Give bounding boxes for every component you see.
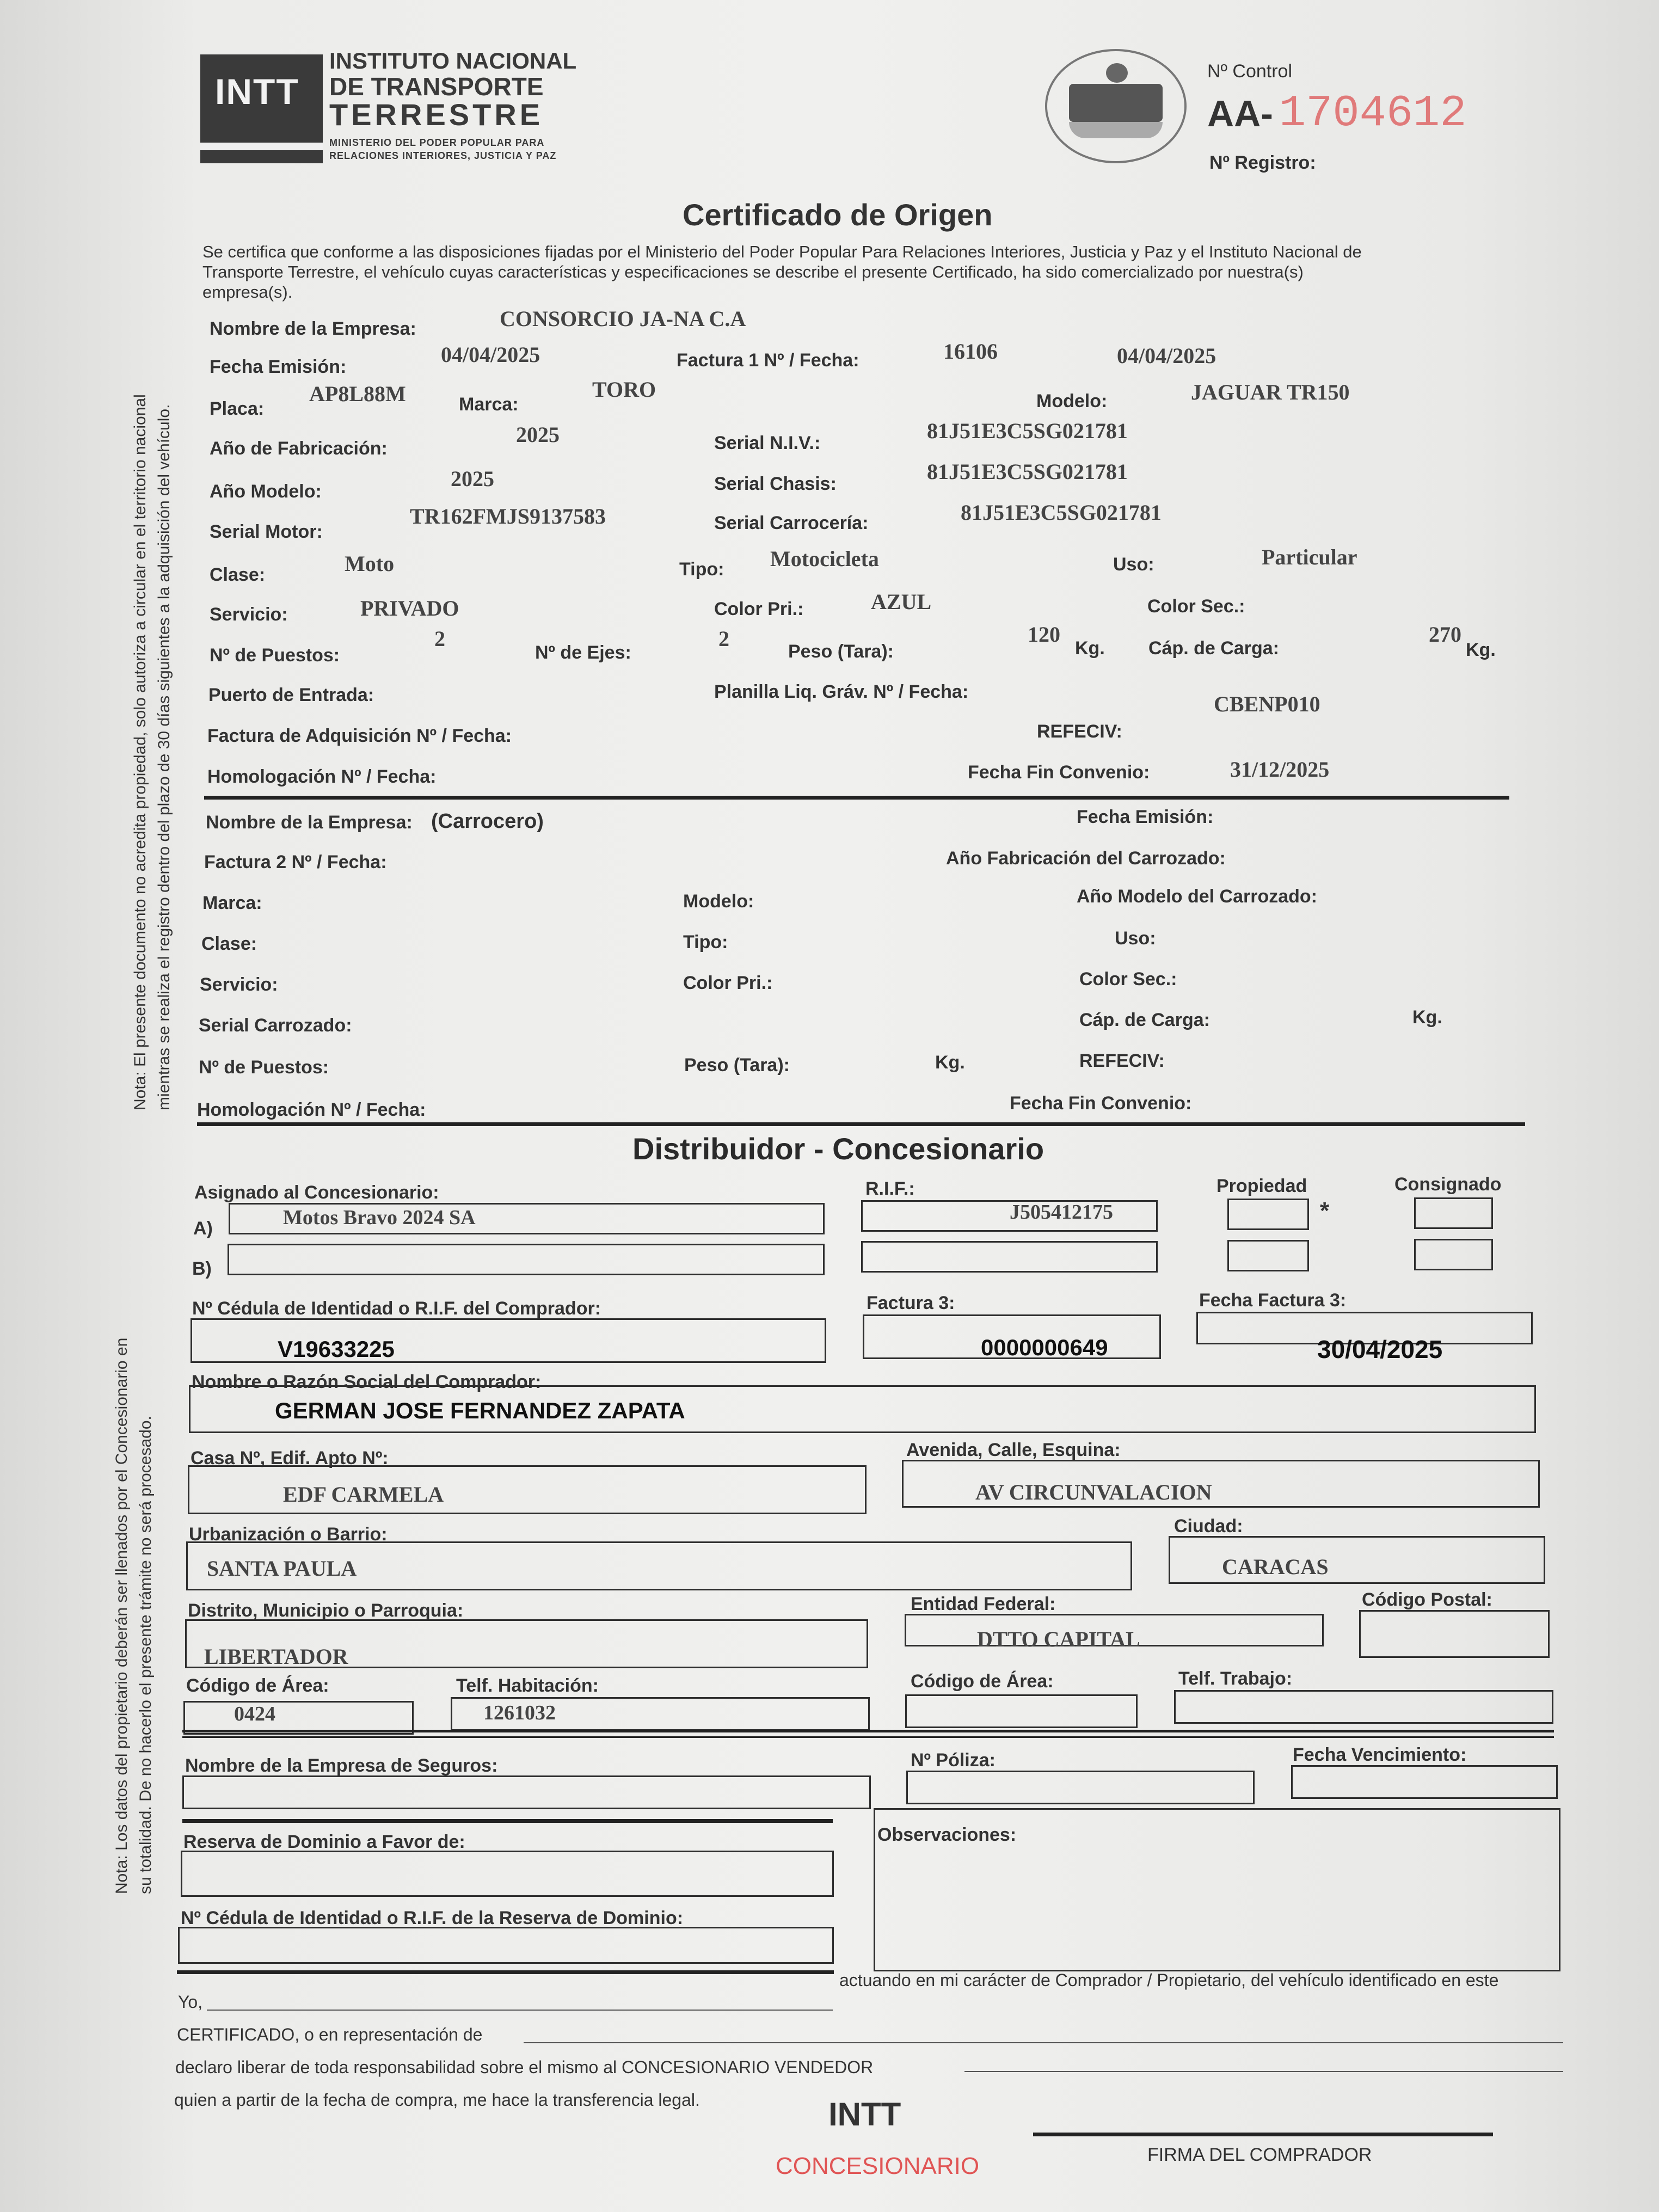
peso-value: 120 — [1028, 622, 1060, 647]
casa-value: EDF CARMELA — [283, 1482, 444, 1507]
serial-carroceria-value: 81J51E3C5SG021781 — [961, 500, 1162, 525]
avenida-value: AV CIRCUNVALACION — [975, 1480, 1212, 1504]
empresa-nombre-label: Nombre de la Empresa: — [210, 318, 416, 339]
telf-trabajo-field[interactable] — [1174, 1690, 1553, 1724]
document-title: Certificado de Origen — [683, 198, 993, 232]
ciudad-label: Ciudad: — [1174, 1516, 1243, 1537]
rif-b-field[interactable] — [861, 1241, 1158, 1273]
ministry-line2: RELACIONES INTERIORES, JUSTICIA Y PAZ — [329, 150, 557, 161]
propiedad-asterisk: * — [1320, 1197, 1330, 1224]
puestos-value: 2 — [434, 626, 445, 651]
control-label: Nº Control — [1207, 61, 1293, 82]
ano-fabricacion-value: 2025 — [516, 422, 560, 447]
marca-label: Marca: — [459, 394, 519, 415]
carrocero-peso-label: Peso (Tara): — [684, 1055, 790, 1076]
side-note-bottom-line1: Nota: Los datos del propietario deberán ser llenados por el Concesionario en — [113, 1337, 131, 1894]
uso-label: Uso: — [1113, 554, 1154, 575]
codigo-area-value: 0424 — [234, 1703, 275, 1725]
ministry-seal-icon — [1045, 49, 1187, 163]
section-divider-1 — [204, 796, 1509, 800]
carrocero-puestos-label: Nº de Puestos: — [199, 1057, 329, 1078]
firma-line[interactable] — [1033, 2133, 1493, 2136]
avenida-label: Avenida, Calle, Esquina: — [906, 1440, 1121, 1460]
footer-declaro: declaro liberar de toda responsabilidad sobre el mismo al CONCESIONARIO VENDEDOR — [175, 2057, 874, 2077]
ano-fab-carrozado-label: Año Fabricación del Carrozado: — [946, 848, 1226, 869]
carrocero-nombre-label: Nombre de la Empresa: — [206, 812, 413, 833]
serial-carrozado-label: Serial Carrozado: — [199, 1015, 352, 1036]
control-number: 1704612 — [1279, 88, 1467, 139]
factura1-number: 16106 — [943, 339, 998, 364]
nombre-comprador-value: GERMAN JOSE FERNANDEZ ZAPATA — [275, 1398, 685, 1423]
fecha-factura3-value: 30/04/2025 — [1317, 1335, 1443, 1363]
peso-unit: Kg. — [1075, 638, 1105, 659]
entidad-label: Entidad Federal: — [911, 1594, 1056, 1614]
codigo-area2-label: Código de Área: — [911, 1671, 1054, 1692]
poliza-field[interactable] — [906, 1771, 1255, 1804]
seguros-field[interactable] — [182, 1775, 871, 1809]
carrocero-fecha-fin-label: Fecha Fin Convenio: — [1010, 1093, 1192, 1114]
consignado-a-checkbox[interactable] — [1414, 1197, 1493, 1229]
color-pri-value: AZUL — [871, 589, 932, 614]
carrocero-tipo-label: Tipo: — [683, 932, 728, 953]
codigo-area2-field[interactable] — [905, 1694, 1138, 1728]
refeciv-label: REFECIV: — [1037, 721, 1122, 742]
footer-quien: quien a partir de la fecha de compra, me hace la transferencia legal. — [174, 2090, 700, 2110]
propiedad-label: Propiedad — [1216, 1176, 1307, 1196]
placa-label: Placa: — [210, 398, 265, 419]
row-a-label: A) — [193, 1218, 213, 1239]
cedula-reserva-field[interactable] — [178, 1927, 834, 1964]
cedula-comprador-label: Nº Cédula de Identidad o R.I.F. del Comprador: — [192, 1298, 601, 1319]
serial-chasis-label: Serial Chasis: — [714, 474, 837, 494]
intro-line2: Transporte Terrestre, el vehículo cuyas características y especificaciones se describe el presente Certificado, ha sido comercializado por nuestra(s) — [202, 262, 1304, 281]
fecha-emision-value: 04/04/2025 — [441, 342, 540, 367]
carrocero-suffix: (Carrocero) — [431, 810, 544, 833]
serial-niv-value: 81J51E3C5SG021781 — [927, 419, 1128, 443]
cedula-reserva-label: Nº Cédula de Identidad o R.I.F. de la Reserva de Dominio: — [181, 1908, 684, 1928]
ejes-label: Nº de Ejes: — [535, 642, 631, 663]
propiedad-b-checkbox[interactable] — [1227, 1240, 1309, 1271]
color-sec-label: Color Sec.: — [1147, 596, 1245, 617]
factura1-label: Factura 1 Nº / Fecha: — [677, 350, 859, 371]
urbanizacion-label: Urbanización o Barrio: — [189, 1524, 388, 1545]
carrocero-servicio-label: Servicio: — [200, 974, 278, 995]
vencimiento-label: Fecha Vencimiento: — [1293, 1744, 1467, 1765]
distrito-value: LIBERTADOR — [204, 1644, 348, 1669]
ano-fabricacion-label: Año de Fabricación: — [210, 438, 388, 459]
cap-carga-value: 270 — [1429, 622, 1461, 647]
observaciones-label: Observaciones: — [877, 1824, 1017, 1845]
logo-stripe — [200, 143, 323, 150]
serial-motor-value: TR162FMJS9137583 — [410, 504, 606, 529]
carrocero-fecha-emision-label: Fecha Emisión: — [1077, 807, 1214, 827]
servicio-value: PRIVADO — [360, 596, 459, 620]
fecha-fin-convenio-label: Fecha Fin Convenio: — [968, 762, 1150, 783]
seguros-label: Nombre de la Empresa de Seguros: — [185, 1755, 498, 1776]
postal-label: Código Postal: — [1362, 1589, 1492, 1610]
reserva-field[interactable] — [181, 1851, 834, 1897]
institute-name-line1: INSTITUTO NACIONAL — [329, 48, 577, 73]
carrocero-color-sec-label: Color Sec.: — [1079, 969, 1177, 990]
servicio-label: Servicio: — [210, 604, 288, 625]
carrocero-clase-label: Clase: — [201, 933, 257, 954]
cap-carga-label: Cáp. de Carga: — [1148, 638, 1279, 659]
carrocero-peso-unit: Kg. — [935, 1052, 965, 1073]
serial-niv-label: Serial N.I.V.: — [714, 433, 821, 453]
codigo-area-label: Código de Área: — [186, 1675, 329, 1696]
telf-habitacion-label: Telf. Habitación: — [456, 1675, 599, 1696]
puerto-entrada-label: Puerto de Entrada: — [208, 685, 374, 705]
intro-line3: empresa(s). — [202, 282, 293, 302]
cedula-comprador-value: V19633225 — [278, 1336, 395, 1362]
ministry-line1: MINISTERIO DEL PODER POPULAR PARA — [329, 137, 545, 148]
intt-stamp-text: INTT — [828, 2096, 901, 2133]
poliza-label: Nº Póliza: — [911, 1750, 996, 1771]
entidad-value: DTTO CAPITAL — [977, 1627, 1140, 1651]
consignado-label: Consignado — [1394, 1174, 1502, 1195]
postal-field[interactable] — [1359, 1610, 1550, 1658]
telf-trabajo-label: Telf. Trabajo: — [1178, 1668, 1293, 1689]
puestos-label: Nº de Puestos: — [210, 645, 340, 666]
fecha-emision-label: Fecha Emisión: — [210, 357, 347, 377]
reserva-label: Reserva de Dominio a Favor de: — [183, 1832, 465, 1852]
fecha-factura3-label: Fecha Factura 3: — [1199, 1290, 1347, 1311]
asignado-label: Asignado al Concesionario: — [194, 1182, 439, 1203]
ano-modelo-carrozado-label: Año Modelo del Carrozado: — [1077, 886, 1317, 907]
consignado-b-checkbox[interactable] — [1414, 1239, 1493, 1270]
reserva-top-rule — [182, 1819, 833, 1823]
distrito-label: Distrito, Municipio o Parroquia: — [188, 1600, 464, 1621]
factura-adquisicion-label: Factura de Adquisición Nº / Fecha: — [207, 726, 512, 746]
ano-modelo-value: 2025 — [451, 466, 494, 491]
factura3-label: Factura 3: — [867, 1293, 955, 1313]
refeciv-value: CBENP010 — [1214, 692, 1320, 716]
carrocero-marca-label: Marca: — [202, 893, 262, 913]
control-prefix: AA- — [1207, 93, 1273, 134]
nombre-comprador-label: Nombre o Razón Social del Comprador: — [192, 1372, 542, 1392]
registro-label: Nº Registro: — [1209, 152, 1316, 173]
serial-chasis-value: 81J51E3C5SG021781 — [927, 459, 1128, 484]
section-divider-2 — [197, 1122, 1525, 1126]
telf-habitacion-value: 1261032 — [483, 1701, 556, 1724]
distribuidor-title: Distribuidor - Concesionario — [632, 1132, 1044, 1166]
row-b-label: B) — [192, 1258, 212, 1279]
intt-logo-text: INTT — [215, 71, 299, 112]
carrocero-refeciv-label: REFECIV: — [1079, 1050, 1165, 1071]
vencimiento-field[interactable] — [1291, 1765, 1558, 1799]
institute-name-line3: TERRESTRE — [329, 97, 544, 132]
clase-value: Moto — [345, 551, 395, 576]
factura1-date: 04/04/2025 — [1117, 343, 1216, 368]
side-note-top-line1: Nota: El presente documento no acredita propiedad, solo autoriza a circular en el territorio nacional — [131, 394, 149, 1110]
footer-concesionario-line[interactable] — [964, 2071, 1563, 2072]
ciudad-value: CARACAS — [1222, 1554, 1329, 1579]
factura2-label: Factura 2 Nº / Fecha: — [204, 852, 387, 872]
homologacion-label: Homologación Nº / Fecha: — [207, 766, 437, 787]
carrocero-cap-carga-label: Cáp. de Carga: — [1079, 1010, 1210, 1030]
footer-representacion-line[interactable] — [524, 2042, 1563, 2043]
concesionario-a-name: Motos Bravo 2024 SA — [283, 1206, 476, 1229]
footer-certificado: CERTIFICADO, o en representación de — [177, 2025, 483, 2044]
footer-yo-line[interactable] — [207, 2010, 833, 2011]
rif-a-value: J505412175 — [1010, 1201, 1113, 1224]
ano-modelo-label: Año Modelo: — [210, 481, 322, 502]
section-divider-3b — [182, 1736, 1554, 1738]
concesionario-b-field[interactable] — [228, 1244, 825, 1275]
planilla-label: Planilla Liq. Gráv. Nº / Fecha: — [714, 681, 969, 702]
ejes-value: 2 — [718, 626, 729, 651]
footer-yo: Yo, — [178, 1992, 203, 2012]
color-pri-label: Color Pri.: — [714, 599, 804, 619]
tipo-label: Tipo: — [679, 559, 724, 580]
factura3-value: 0000000649 — [981, 1335, 1108, 1360]
side-note-top-line2: mientras se realiza el registro dentro del plazo de 30 días siguientes a la adquisición del vehículo. — [155, 404, 173, 1110]
carrocero-color-pri-label: Color Pri.: — [683, 973, 773, 993]
side-note-bottom-line2: su totalidad. De no hacerlo el presente trámite no será procesado. — [137, 1416, 155, 1894]
section-divider-3 — [182, 1730, 1554, 1732]
urbanizacion-value: SANTA PAULA — [207, 1556, 357, 1581]
empresa-nombre-value: CONSORCIO JA-NA C.A — [500, 306, 746, 331]
modelo-label: Modelo: — [1036, 391, 1108, 411]
carrocero-modelo-label: Modelo: — [683, 891, 754, 912]
fecha-fin-convenio-value: 31/12/2025 — [1230, 757, 1330, 782]
cap-carga-unit: Kg. — [1466, 640, 1496, 660]
propiedad-a-checkbox[interactable] — [1227, 1199, 1309, 1230]
serial-motor-label: Serial Motor: — [210, 521, 323, 542]
reserva-bottom-rule — [177, 1970, 834, 1974]
rif-label: R.I.F.: — [865, 1178, 915, 1199]
intro-line1: Se certifica que conforme a las disposiciones fijadas por el Ministerio del Poder Popular Para Relaciones Interiores, Justicia y Paz y el Instituto Nacional de — [202, 242, 1362, 261]
institute-name-line2: DE TRANSPORTE — [329, 72, 544, 101]
marca-value: TORO — [592, 377, 656, 402]
carrocero-homologacion-label: Homologación Nº / Fecha: — [197, 1099, 426, 1120]
concesionario-stamp: CONCESIONARIO — [776, 2153, 980, 2179]
placa-value: AP8L88M — [309, 382, 406, 406]
modelo-value: JAGUAR TR150 — [1191, 380, 1350, 404]
casa-label: Casa Nº, Edif. Apto Nº: — [191, 1448, 389, 1468]
clase-label: Clase: — [210, 564, 266, 585]
tipo-value: Motocicleta — [770, 546, 879, 571]
footer-actuando: actuando en mi carácter de Comprador / Propietario, del vehículo identificado en este — [839, 1970, 1499, 1990]
carrocero-uso-label: Uso: — [1115, 928, 1156, 949]
uso-value: Particular — [1262, 545, 1357, 569]
carrocero-cap-carga-unit: Kg. — [1412, 1007, 1442, 1028]
serial-carroceria-label: Serial Carrocería: — [714, 513, 869, 533]
firma-label: FIRMA DEL COMPRADOR — [1147, 2145, 1372, 2165]
peso-label: Peso (Tara): — [788, 641, 894, 662]
